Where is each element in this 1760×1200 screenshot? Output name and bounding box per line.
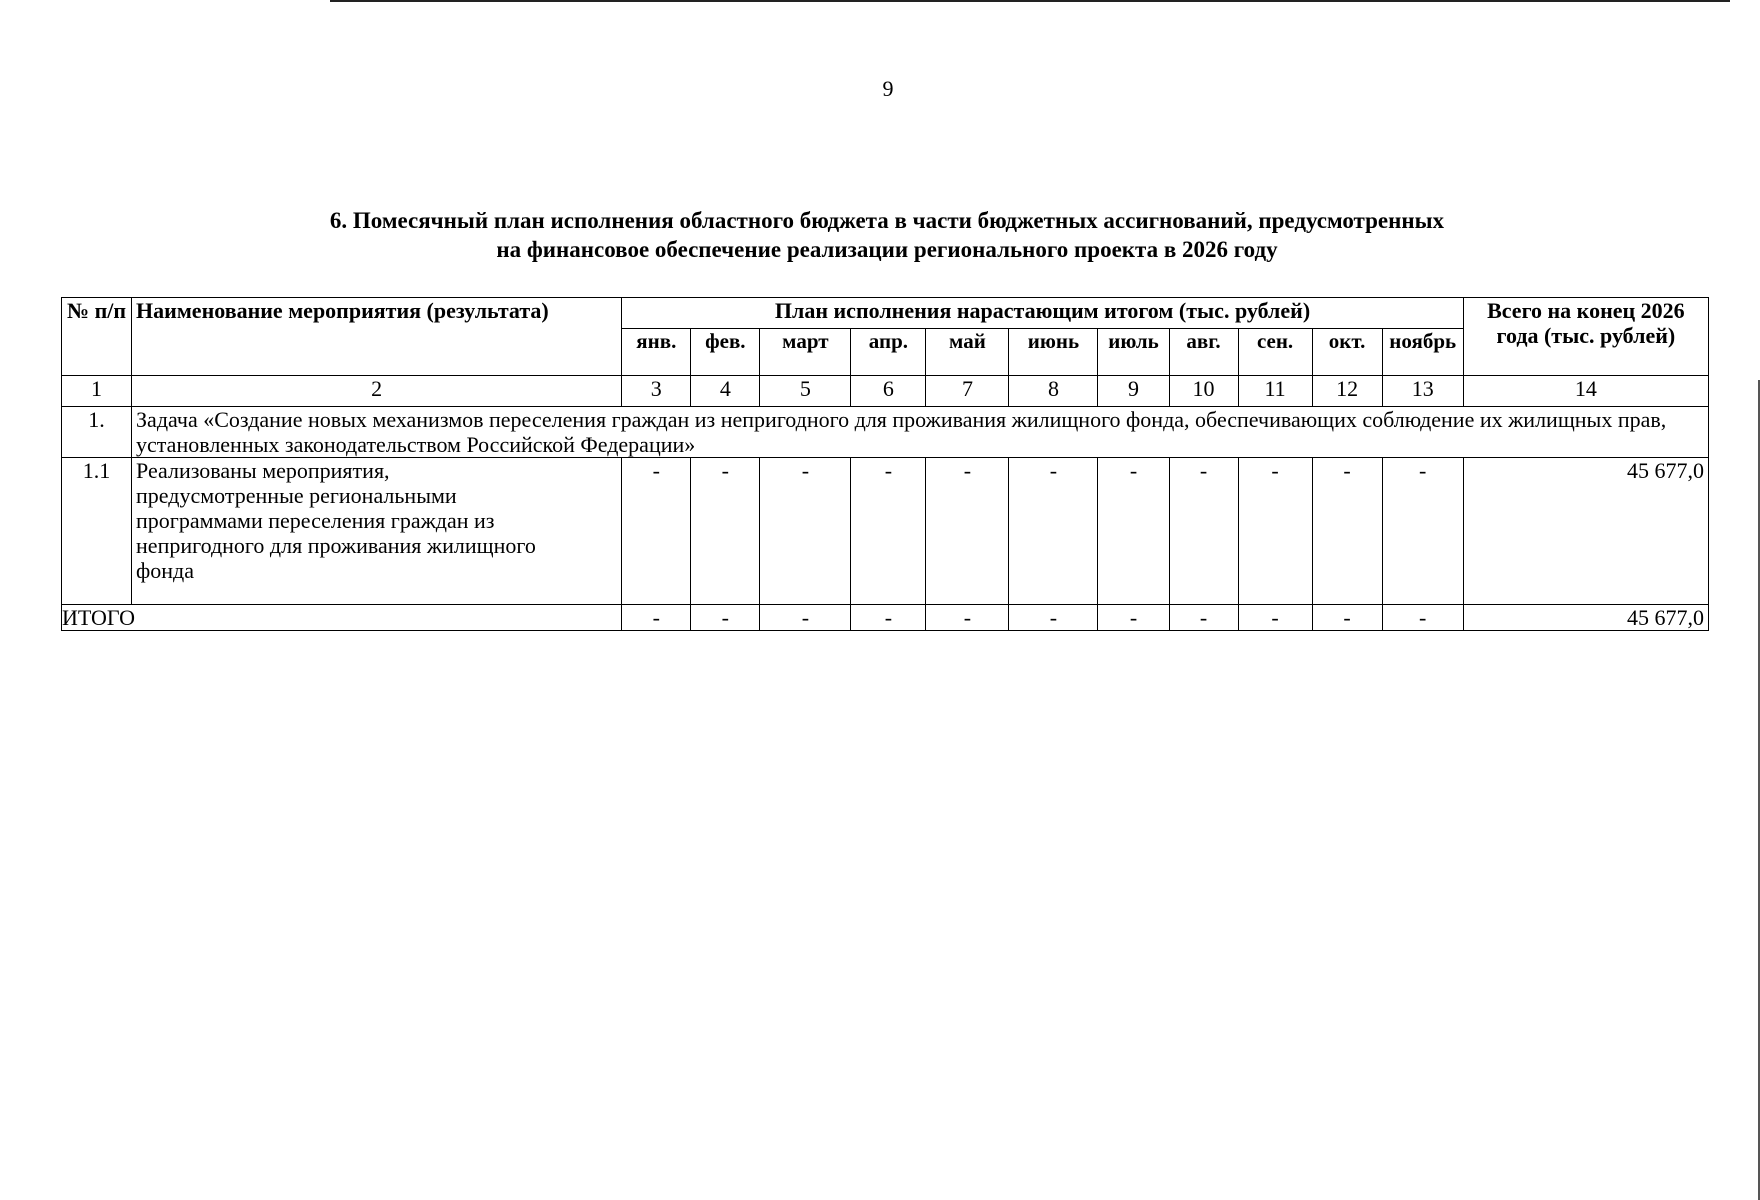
summary-month-value: -	[926, 605, 1009, 631]
header-month-jul: июль	[1098, 329, 1169, 376]
header-month-oct: окт.	[1312, 329, 1382, 376]
column-number: 9	[1098, 376, 1169, 407]
summary-month-value: -	[760, 605, 851, 631]
column-number-row	[62, 376, 1709, 407]
event-month-value: -	[760, 458, 851, 605]
summary-month-value: -	[1169, 605, 1238, 631]
column-number: 10	[1169, 376, 1238, 407]
column-number: 5	[760, 376, 851, 407]
summary-month-value: -	[1009, 605, 1098, 631]
header-month-mar: март	[760, 329, 851, 376]
column-number: 1	[62, 376, 132, 407]
monthly-plan-table	[61, 297, 1709, 631]
column-number: 13	[1382, 376, 1463, 407]
event-month-value: -	[1312, 458, 1382, 605]
event-month-value: -	[622, 458, 691, 605]
event-month-value: -	[1098, 458, 1169, 605]
summary-total: 45 677,0	[1463, 605, 1708, 631]
summary-month-value: -	[851, 605, 926, 631]
column-number: 2	[132, 376, 622, 407]
header-month-nov: ноябрь	[1382, 329, 1463, 376]
summary-label: ИТОГО	[62, 605, 622, 631]
header-month-may: май	[926, 329, 1009, 376]
header-name: Наименование мероприятия (результата)	[132, 298, 622, 376]
column-number: 3	[622, 376, 691, 407]
header-month-jan: янв.	[622, 329, 691, 376]
task-text: Задача «Создание новых механизмов переселения граждан из непригодного для проживания жилищного фонда, обеспечивающих соблюдение их жилищных прав, установленных законодательством Российской Федерации»	[132, 407, 1709, 458]
header-plan: План исполнения нарастающим итогом (тыс. рублей)	[622, 298, 1464, 329]
event-month-value: -	[691, 458, 760, 605]
event-month-value: -	[1382, 458, 1463, 605]
header-month-feb: фев.	[691, 329, 760, 376]
scan-edge-top	[330, 0, 1730, 2]
event-row	[62, 458, 1709, 605]
column-number: 4	[691, 376, 760, 407]
event-month-value: -	[851, 458, 926, 605]
header-month-jun: июнь	[1009, 329, 1098, 376]
task-number: 1.	[62, 407, 132, 458]
column-number: 11	[1238, 376, 1312, 407]
title-line-2: на финансовое обеспечение реализации регионального проекта в 2026 году	[496, 237, 1278, 262]
header-month-apr: апр.	[851, 329, 926, 376]
column-number: 14	[1463, 376, 1708, 407]
event-month-value: -	[1169, 458, 1238, 605]
summary-row	[62, 605, 1709, 631]
summary-month-value: -	[691, 605, 760, 631]
header-row-1	[62, 298, 1709, 329]
header-month-aug: авг.	[1169, 329, 1238, 376]
title-line-1: 6. Помесячный план исполнения областного бюджета в части бюджетных ассигнований, предусмотренных	[329, 208, 1445, 233]
task-row	[62, 407, 1709, 458]
page-number: 9	[882, 76, 894, 101]
document-title	[62, 206, 1712, 264]
summary-month-value: -	[1312, 605, 1382, 631]
column-number: 12	[1312, 376, 1382, 407]
column-number: 7	[926, 376, 1009, 407]
header-total: Всего на конец 2026 года (тыс. рублей)	[1463, 298, 1708, 376]
event-month-value: -	[1238, 458, 1312, 605]
event-name-text: Реализованы мероприятия, предусмотренные региональными программами переселения граждан из непригодного для проживания жилищного фонда	[136, 458, 536, 583]
summary-month-value: -	[622, 605, 691, 631]
event-number: 1.1	[62, 458, 132, 605]
event-name	[132, 458, 622, 605]
summary-month-value: -	[1098, 605, 1169, 631]
column-number: 8	[1009, 376, 1098, 407]
header-month-sep: сен.	[1238, 329, 1312, 376]
summary-month-value: -	[1382, 605, 1463, 631]
header-number: № п/п	[62, 298, 132, 376]
column-number: 6	[851, 376, 926, 407]
event-month-value: -	[926, 458, 1009, 605]
event-total: 45 677,0	[1463, 458, 1708, 605]
event-month-value: -	[1009, 458, 1098, 605]
summary-month-value: -	[1238, 605, 1312, 631]
